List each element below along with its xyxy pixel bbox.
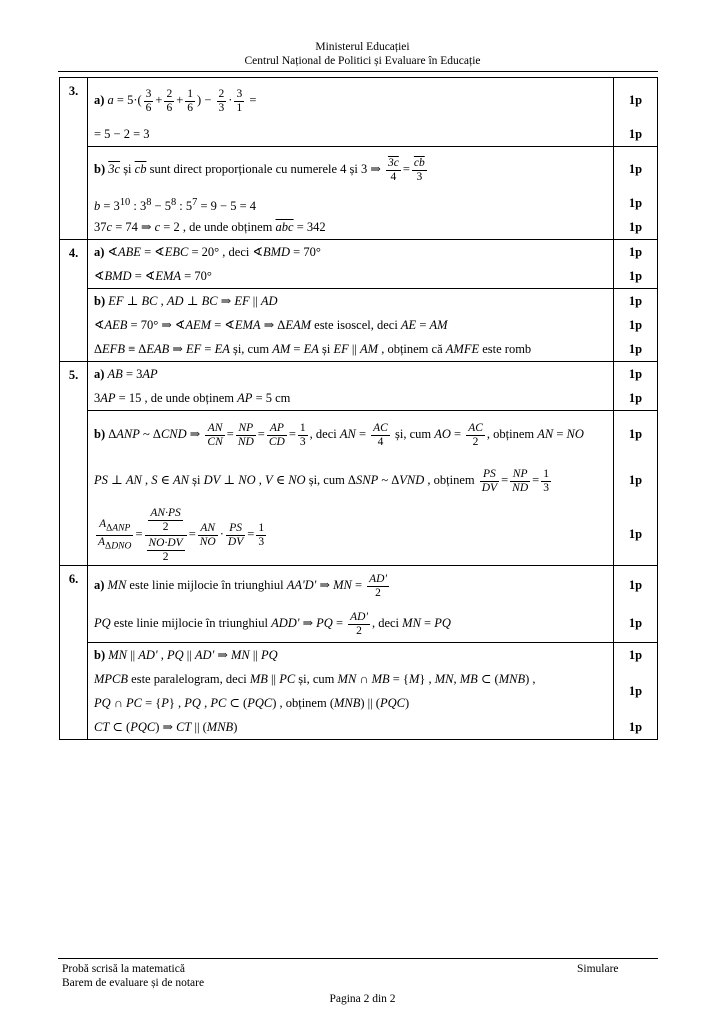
solution-line: a) ∢ABE = ∢EBC = 20° , deci ∢BMD = 70° [94, 245, 321, 259]
grading-table [59, 77, 658, 740]
points-cell [614, 289, 658, 362]
points-cell [614, 78, 658, 147]
page-number: Pagina 2 din 2 [329, 993, 396, 1005]
solution-line: $b = 3^{10}$ : $3^8 - 5^8$ : $5^7 = 9 - 5 = 4$ [94, 197, 257, 214]
solution-line: b) MN || AD' , PQ || AD' ⇒ MN || PQ [94, 648, 278, 662]
solution-part [88, 147, 614, 240]
footer-document: Barem de evaluare și de notare [62, 977, 205, 989]
solution-line: a) AB = 3AP [94, 367, 158, 381]
points-value: 1p [628, 578, 643, 592]
solution-line: PQ ∩ PC = {P} , PQ , PC ⊂ (PQC) , obținem (MNB) || (PQC) [94, 696, 410, 710]
solution-part [88, 362, 614, 411]
table-row [60, 240, 658, 289]
points-cell [614, 240, 658, 289]
points-value: 1p [628, 648, 643, 662]
solution-line: = 5 − 2 = 3 [94, 127, 150, 141]
points-cell [614, 147, 658, 240]
solution-line: 3AP = 15 , de unde obținem AP = 5 cm [94, 391, 291, 405]
points-value: 1p [628, 342, 643, 356]
points-value: 1p [628, 245, 643, 259]
table-row [60, 566, 658, 643]
solution-line: a) MN este linie mijlocie în triunghiul AA'D' ⇒ MN = $\frac{AD'}{2}$ [94, 572, 387, 599]
solution-part [88, 289, 614, 362]
points-value: 1p [628, 294, 643, 308]
table-row [60, 362, 658, 411]
footer-session: Simulare [577, 963, 619, 975]
points-cell [614, 362, 658, 411]
points-value: 1p [628, 616, 643, 630]
points-value: 1p [628, 720, 643, 734]
points-value: 1p [628, 473, 643, 487]
solution-line: MPCB este paralelogram, deci MB || PC și, cum MN ∩ MB = {M} , MN, MB ⊂ (MNB) , [94, 672, 536, 686]
points-value: 1p [628, 391, 643, 405]
solution-line: ∢BMD = ∢EMA = 70° [94, 269, 212, 283]
solution-line: 37c = 74 ⇒ c = 2 , de unde obținem $\overline{abc} = 342$ [94, 220, 326, 234]
solution-line: $A_{\Delta ANP}$ $A_{\Delta DNO}$ = $\frac{\frac{AN\cdot PS}{2}}{\frac{NO\cdot DV}{2}}$ = $\frac{AN}{NO}$ · $\frac{PS}{DV}$ = $\frac{1}{3}$ [98, 506, 265, 563]
points-value: 1p [628, 196, 643, 210]
solution-line: b) 3c și $\overline{cb}$ sunt direct proporționale cu numerele 4 și 3 ⇒ $\frac{3c}{4}$ = $\frac{\overline{cb}}{3}$ [94, 156, 425, 183]
solution-line: PQ este linie mijlocie în triunghiul ADD' ⇒ PQ = $\frac{AD'}{2}$ , deci MN = PQ [94, 610, 451, 637]
table-row [60, 78, 658, 147]
points-value: 1p [628, 427, 643, 441]
points-cell [614, 643, 658, 740]
problem-number: 4. [60, 240, 88, 362]
points-cell [614, 566, 658, 643]
solution-line: PS ⊥ AN , S ∈ AN și DV ⊥ NO , V ∈ NO și, cum ΔSNP ~ ΔVND , obținem $\frac{PS}{DV}$ = $\frac{NP}{ND}$ = $\frac{1}{3}$ [94, 467, 549, 494]
header-center: Centrul Național de Politici și Evaluare în Educație [244, 55, 481, 67]
table-row [60, 643, 658, 740]
points-value: 1p [628, 162, 643, 176]
solution-part [88, 643, 614, 740]
points-value: 1p [628, 684, 643, 698]
points-value: 1p [628, 269, 643, 283]
header-rule [58, 71, 658, 72]
solution-part [88, 78, 614, 147]
solution-line: ΔEFB ≡ ΔEAB ⇒ EF = EA și, cum AM = EA și EF || AM , obținem că AMFE este romb [94, 342, 532, 356]
solution-part [88, 411, 614, 566]
table-row [60, 411, 658, 566]
points-value: 1p [628, 127, 643, 141]
problem-number: 3. [60, 78, 88, 240]
solution-line: CT ⊂ (PQC) ⇒ CT || (MNB) [94, 720, 238, 734]
footer-subject: Probă scrisă la matematică [62, 963, 185, 975]
points-value: 1p [628, 367, 643, 381]
solution-line: b) ΔANP ~ ΔCND ⇒ $\frac{AN}{CN}$ = $\frac{NP}{ND}$ = $\frac{AP}{CD}$ = $\frac{1}{3}$ , deci AN = $\frac{AC}{4}$ și, cum AO = $\frac{AC}{2}$ , obținem AN = NO [94, 421, 584, 448]
solution-line: b) EF ⊥ BC , AD ⊥ BC ⇒ EF || AD [94, 294, 278, 308]
points-cell [614, 411, 658, 566]
points-value: 1p [628, 318, 643, 332]
table-row [60, 289, 658, 362]
problem-number: 6. [60, 566, 88, 740]
footer-rule [58, 958, 658, 959]
solution-line: a) a = 5·( $\frac{3}{6}$ + $\frac{2}{6}$ + $\frac{1}{6}$ ) − $\frac{2}{3}$ · $\frac{3}{1}$ = [94, 87, 257, 114]
problem-number: 5. [60, 362, 88, 566]
table-row [60, 147, 658, 240]
solution-part [88, 240, 614, 289]
points-value: 1p [628, 220, 643, 234]
header-ministry: Ministerul Educației [315, 41, 410, 53]
solution-part [88, 566, 614, 643]
solution-line: ∢AEB = 70° ⇒ ∢AEM = ∢EMA ⇒ ΔEAM este isoscel, deci AE = AM [94, 318, 448, 332]
points-value: 1p [628, 93, 643, 107]
points-value: 1p [628, 527, 643, 541]
